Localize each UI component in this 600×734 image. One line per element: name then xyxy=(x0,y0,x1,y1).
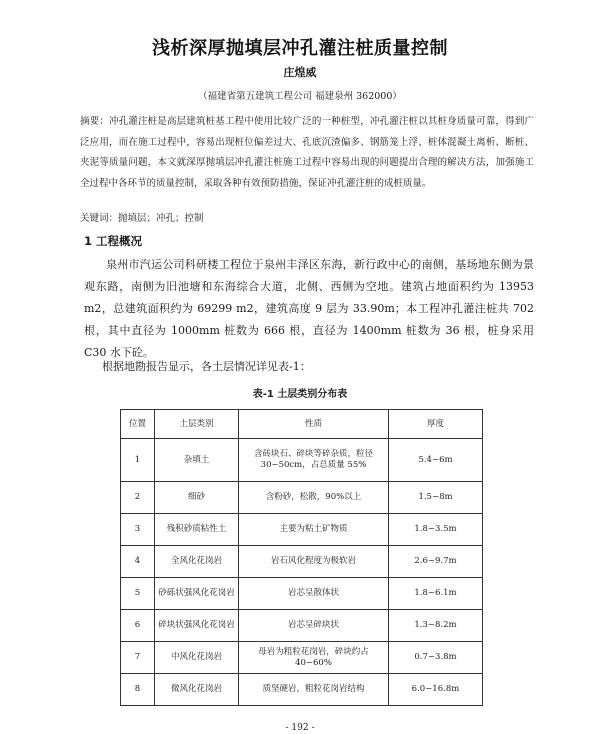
table-row xyxy=(121,514,483,546)
cell-thickness: 2.6~9.7m xyxy=(389,546,483,578)
cell-soil-type: 碎块状强风化花岗岩 xyxy=(155,610,239,642)
table-row xyxy=(121,546,483,578)
table-row xyxy=(121,439,483,482)
paper-title: 浅析深厚抛填层冲孔灌注桩质量控制 xyxy=(152,38,448,59)
header-thickness: 厚度 xyxy=(389,410,483,439)
cell-soil-type: 残积砂质粘性土 xyxy=(155,514,239,546)
cell-position: 1 xyxy=(121,439,155,482)
cell-soil-type: 杂填土 xyxy=(155,439,239,482)
cell-soil-type: 中风化花岗岩 xyxy=(155,642,239,674)
section-paragraph-2: 根据地勘报告显示，各土层情况详见表-1： xyxy=(102,360,311,373)
keywords: 关键词：抛填层；冲孔；控制 xyxy=(80,213,204,224)
cell-position: 3 xyxy=(121,514,155,546)
section-paragraph: 泉州市汽运公司科研楼工程位于泉州丰泽区东海，新行政中心的南侧，基场地东侧为景观东路，南侧为旧池塘和东海综合大道，北侧、西侧为空地。建筑占地面积约为 13953 m2，总建筑面积约为 69299 m2，建筑高度 9 层为 33.90m；本工程冲孔灌注桩共 702 根，其中直径为 1000mm 桩数为 666 根，直径为 1400mm 桩数为 36 根，桩身采用 C30 水下砼。 xyxy=(84,258,534,359)
cell-property: 岩芯呈碎块状 xyxy=(239,610,389,642)
cell-thickness: 1.5~8m xyxy=(389,482,483,514)
cell-position: 6 xyxy=(121,610,155,642)
table-row xyxy=(121,674,483,706)
cell-soil-type: 砂砾状强风化花岗岩 xyxy=(155,578,239,610)
cell-thickness: 1.8~6.1m xyxy=(389,578,483,610)
author-affiliation: （福建省第五建筑工程公司 福建泉州 362000） xyxy=(198,91,402,102)
header-position: 位置 xyxy=(121,410,155,439)
cell-property: 含砖块石、碎块等碎杂质，粒径 30~50cm，占总质量 55% xyxy=(239,439,389,482)
cell-thickness: 0.7~3.8m xyxy=(389,642,483,674)
cell-thickness: 5.4~6m xyxy=(389,439,483,482)
cell-position: 2 xyxy=(121,482,155,514)
cell-thickness: 1.3~8.2m xyxy=(389,610,483,642)
cell-position: 7 xyxy=(121,642,155,674)
header-soil-type: 土层类别 xyxy=(155,410,239,439)
table-row xyxy=(121,482,483,514)
table-row xyxy=(121,578,483,610)
cell-soil-type: 细砂 xyxy=(155,482,239,514)
abstract: 摘要：冲孔灌注桩是高层建筑桩基工程中使用比较广泛的一种桩型，冲孔灌注桩以其桩身质量可靠，得到广泛应用，而在施工过程中，容易出现桩位偏差过大、孔底沉渣偏多、钢筋笼上浮、桩体混凝土离析、断桩、夹泥等质量问题，本文就深厚抛填层冲孔灌注桩施工过程中容易出现的问题提出合理的解决方法，加强施工全过程中各环节的质量控制，采取各种有效预防措施，保证冲孔灌注桩的成桩质量。 xyxy=(80,116,534,189)
header-property: 性质 xyxy=(239,410,389,439)
cell-thickness: 6.0~16.8m xyxy=(389,674,483,706)
cell-position: 8 xyxy=(121,674,155,706)
table-row xyxy=(121,642,483,674)
author-name: 庄煌威 xyxy=(283,66,317,79)
cell-property: 母岩为粗粒花岗岩，碎块约占 40~60% xyxy=(239,642,389,674)
cell-property: 主要为粘土矿物质 xyxy=(239,514,389,546)
cell-property: 岩芯呈散体状 xyxy=(239,578,389,610)
table-header-row xyxy=(121,410,483,439)
cell-property: 质坚硬岩，粗粒花岗岩结构 xyxy=(239,674,389,706)
cell-position: 4 xyxy=(121,546,155,578)
table-caption: 表-1 土层类别分布表 xyxy=(252,389,348,400)
section-heading: 1 工程概况 xyxy=(84,234,143,248)
cell-position: 5 xyxy=(121,578,155,610)
cell-property: 岩石风化程度为极软岩 xyxy=(239,546,389,578)
page-number: - 192 - xyxy=(285,723,315,733)
cell-property: 含粉砂，松散，90%以上 xyxy=(239,482,389,514)
table-row xyxy=(121,610,483,642)
cell-thickness: 1.8~3.5m xyxy=(389,514,483,546)
cell-soil-type: 微风化花岗岩 xyxy=(155,674,239,706)
soil-layer-table xyxy=(120,409,483,706)
cell-soil-type: 全风化花岗岩 xyxy=(155,546,239,578)
